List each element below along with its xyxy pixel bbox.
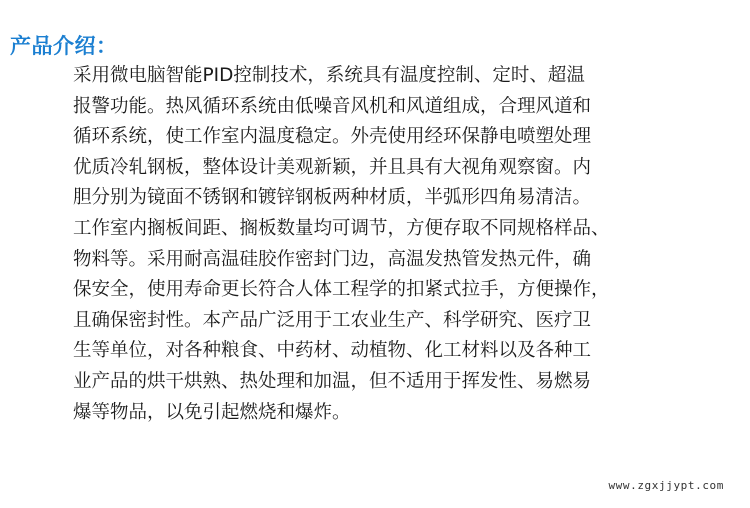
paragraph-line: 业产品的烘干烘熟、热处理和加温，但不适用于挥发性、易燃易 (73, 370, 592, 392)
paragraph-line: 物料等。采用耐高温硅胶作密封门边，高温发热管发热元件，确 (73, 248, 592, 270)
paragraph-line: 保安全，使用寿命更长符合人体工程学的扣紧式拉手，方便操作， (73, 279, 610, 301)
site-watermark: www.zgxjjypt.com (608, 479, 724, 492)
paragraph-line: 报警功能。热风循环系统由低噪音风机和风道组成，合理风道和 (73, 95, 592, 117)
paragraph-line: 循环系统，使工作室内温度稳定。外壳使用经环保静电喷塑处理 (73, 126, 592, 148)
description-paragraph (73, 61, 743, 428)
paragraph-line: 工作室内搁板间距、搁板数量均可调节，方便存取不同规格样品、 (73, 217, 610, 239)
section-heading: 产品介绍： (10, 34, 118, 58)
paragraph-line: 采用微电脑智能PID控制技术，系统具有温度控制、定时、超温 (73, 65, 585, 86)
paragraph-line: 优质冷轧钢板，整体设计美观新颖，并且具有大视角观察窗。内 (73, 156, 592, 178)
paragraph-line: 胆分别为镜面不锈钢和镀锌钢板两种材质，半弧形四角易清洁。 (73, 187, 592, 209)
paragraph-line: 生等单位，对各种粮食、中药材、动植物、化工材料以及各种工 (73, 340, 592, 362)
paragraph-line: 且确保密封性。本产品广泛用于工农业生产、科学研究、医疗卫 (73, 309, 592, 331)
paragraph-line: 爆等物品，以免引起燃烧和爆炸。 (73, 401, 351, 423)
